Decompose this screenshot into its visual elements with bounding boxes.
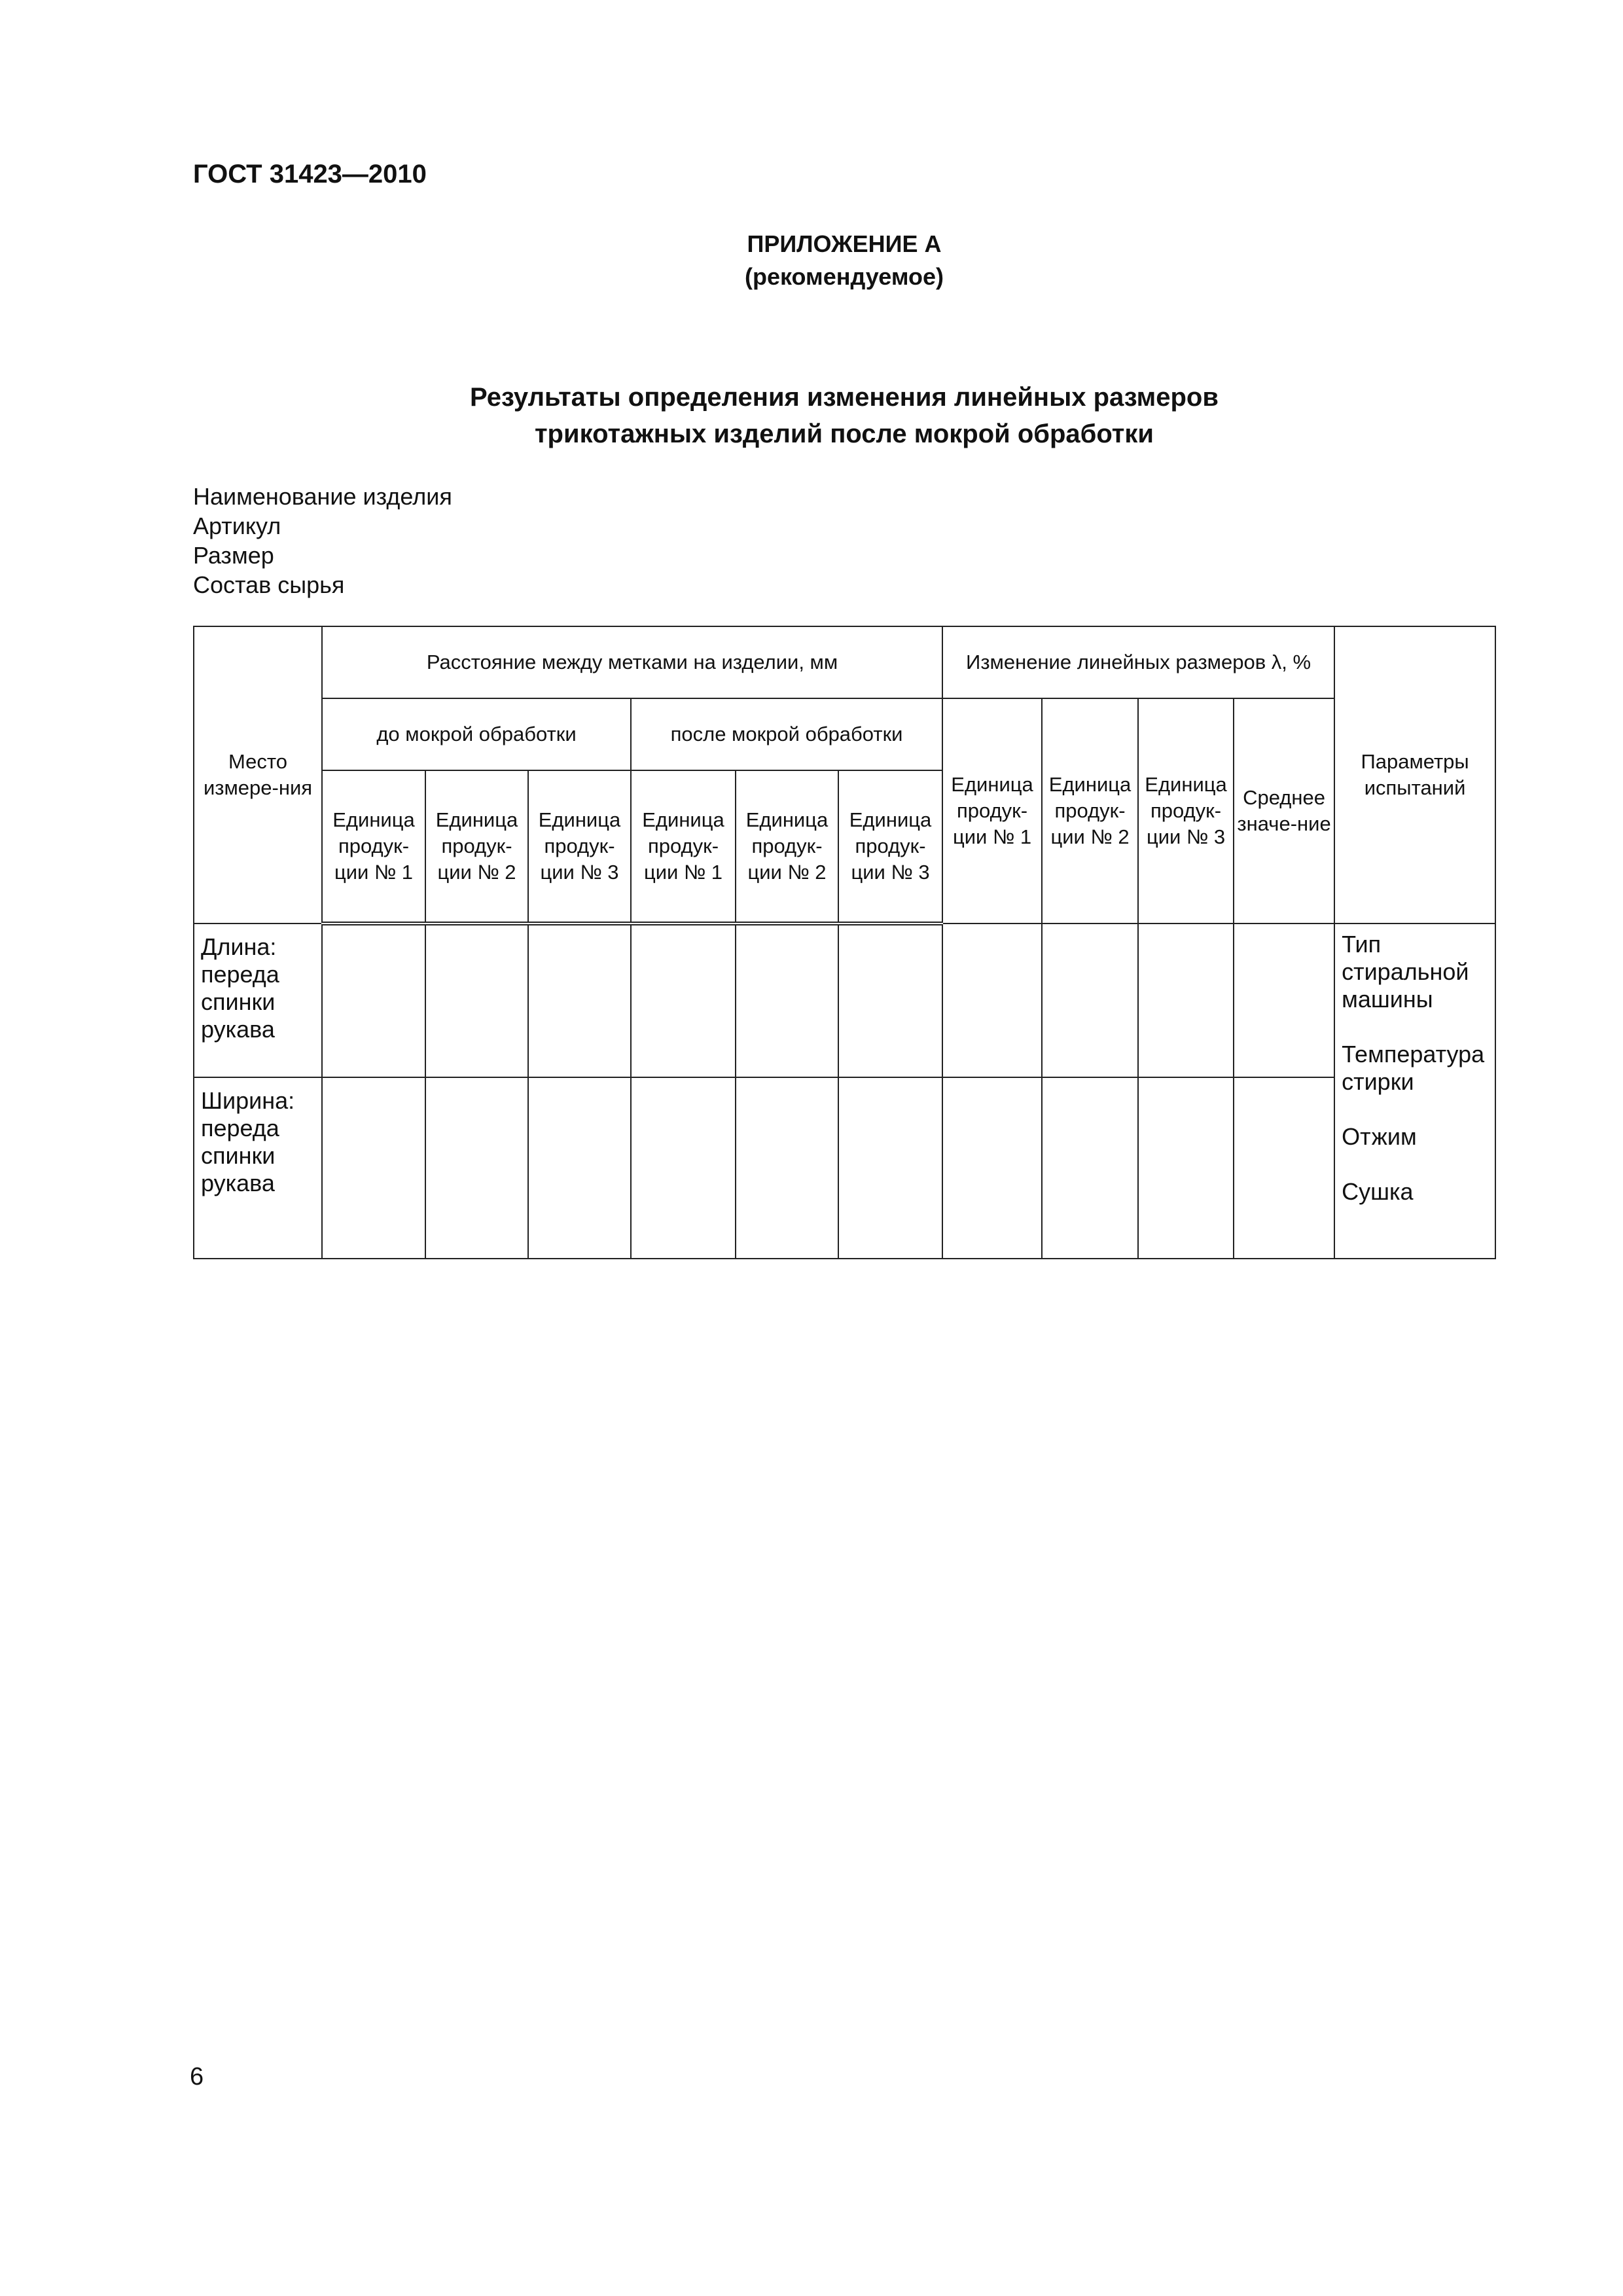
document-title-line-2: трикотажных изделий после мокрой обработки (534, 420, 1154, 448)
table-cell[interactable] (425, 1077, 528, 1259)
table-cell[interactable] (1042, 1077, 1138, 1259)
table-cell[interactable] (838, 924, 942, 1077)
table-cell[interactable] (322, 1077, 425, 1259)
param-spin: Отжим (1342, 1123, 1417, 1150)
table-cell[interactable] (942, 924, 1042, 1077)
table-row (194, 1077, 1495, 1259)
param-wash-temperature: Температура стирки (1342, 1041, 1485, 1095)
col-place-header: Место измере-ния (194, 626, 322, 924)
group-distance-header: Расстояние между метками на изделии, мм (322, 626, 942, 698)
row-width-label: Ширина: переда спинки рукава (194, 1077, 322, 1259)
table-cell[interactable] (1234, 1077, 1334, 1259)
field-size: Размер (193, 542, 274, 569)
before-unit-1-header: Единица продук-ции № 1 (322, 770, 425, 924)
annex-heading: ПРИЛОЖЕНИЕ А (747, 230, 942, 257)
table-cell[interactable] (322, 924, 425, 1077)
row-length-label: Длина: переда спинки рукава (194, 924, 322, 1077)
test-parameters (1334, 924, 1495, 1259)
sub-after-header: после мокрой обработки (631, 698, 942, 770)
sub-before-header: до мокрой обработки (322, 698, 631, 770)
annex-status: (рекомендуемое) (745, 263, 944, 290)
table-row (194, 924, 1495, 1077)
table-cell[interactable] (736, 1077, 838, 1259)
table-cell[interactable] (528, 1077, 631, 1259)
table-cell[interactable] (1234, 924, 1334, 1077)
change-unit-3-header: Единица продук-ции № 3 (1138, 698, 1234, 924)
table-cell[interactable] (425, 924, 528, 1077)
table-cell[interactable] (1138, 1077, 1234, 1259)
table-cell[interactable] (631, 924, 736, 1077)
before-unit-3-header: Единица продук-ции № 3 (528, 770, 631, 924)
change-unit-2-header: Единица продук-ции № 2 (1042, 698, 1138, 924)
product-fields (193, 482, 452, 600)
average-header: Среднее значе-ние (1234, 698, 1334, 924)
table-cell[interactable] (528, 924, 631, 1077)
before-unit-2-header: Единица продук-ции № 2 (425, 770, 528, 924)
after-unit-1-header: Единица продук-ции № 1 (631, 770, 736, 924)
param-machine-type: Тип стиральной машины (1342, 931, 1469, 1013)
field-article: Артикул (193, 512, 281, 539)
field-composition: Состав сырья (193, 571, 345, 598)
page-number: 6 (190, 2063, 204, 2090)
group-change-header: Изменение линейных размеров λ, % (942, 626, 1334, 698)
col-params-header: Параметры испытаний (1334, 626, 1495, 924)
document-title-line-1: Результаты определения изменения линейных размеров (470, 383, 1219, 412)
param-drying: Сушка (1342, 1178, 1414, 1205)
table-cell[interactable] (838, 1077, 942, 1259)
after-unit-3-header: Единица продук-ции № 3 (838, 770, 942, 924)
table-cell[interactable] (631, 1077, 736, 1259)
table-cell[interactable] (1138, 924, 1234, 1077)
change-unit-1-header: Единица продук-ции № 1 (942, 698, 1042, 924)
table-cell[interactable] (736, 924, 838, 1077)
after-unit-2-header: Единица продук-ции № 2 (736, 770, 838, 924)
table-cell[interactable] (942, 1077, 1042, 1259)
standard-code: ГОСТ 31423—2010 (193, 160, 427, 188)
results-table (193, 626, 1496, 1259)
table-cell[interactable] (1042, 924, 1138, 1077)
field-product-name: Наименование изделия (193, 483, 452, 510)
